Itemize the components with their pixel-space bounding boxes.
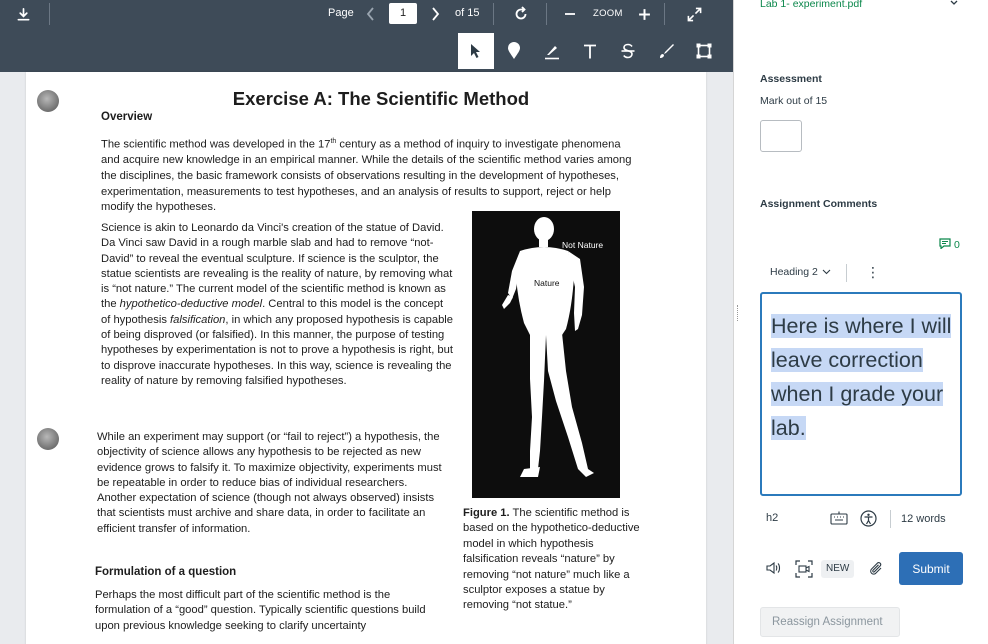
element-path[interactable]: h2 <box>766 512 779 524</box>
media-capture-icon[interactable] <box>795 560 813 583</box>
zoom-in-icon[interactable] <box>636 5 652 23</box>
comment-count-value: 0 <box>954 239 960 251</box>
page-number-input[interactable]: 1 <box>389 3 417 24</box>
strikeout-icon[interactable] <box>618 41 638 61</box>
figure-label-nature: Nature <box>534 278 560 288</box>
statusbar-divider <box>890 510 891 528</box>
grading-panel <box>741 0 988 644</box>
body-paragraph: While an experiment may support (or “fail to reject”) a hypothesis, the objectivity of science allows any hypothesis to be rejected as new evidence grows to falsify it. To maximize objectivity, experiments must be repeatable in order to reduce bias of individual researchers. Another expectation of science (though not always observed) insists that scientists must archive and share data, in order to facilitate an efficient transfer of information. <box>97 431 442 535</box>
editor-statusbar <box>760 508 962 530</box>
fullscreen-icon[interactable] <box>684 4 704 24</box>
comment-count[interactable] <box>939 238 960 252</box>
toolbar-divider <box>846 264 847 282</box>
intro-paragraph: The scientific method was developed in the 17th century as a method of inquiry to investigate phenomena and acquire new knowledge in an empirical manner. While the details of the scientific method varies among the disciplines, the basic framework consists of observations resulting in the development of hypotheses, experimentation, measurements to test hypotheses, and an analysis of results to support, reject or help modify the hypotheses. <box>101 138 632 214</box>
toolbar-divider <box>493 3 494 25</box>
punch-hole-image <box>37 428 59 450</box>
figure-caption: Figure 1. The scientific method is based on the hypothetico-deductive model in which hypothesis falsification reveals “nature” by removing “not nature” much like a sculptor exposes a statue by removing “not statue.” <box>463 507 640 612</box>
section-heading: Formulation of a question <box>95 566 237 578</box>
comment-text[interactable]: Here is where I will leave correction when I grade your lab. <box>771 314 952 440</box>
more-options-icon[interactable]: ⋮ <box>866 264 880 280</box>
heading-select[interactable] <box>770 266 831 278</box>
editor-toolbar <box>760 262 962 284</box>
annotation-toolbar <box>0 32 733 70</box>
overview-heading: Overview <box>101 111 153 123</box>
submit-button[interactable]: Submit <box>899 552 963 585</box>
reassign-assignment-button[interactable]: Reassign Assignment <box>760 607 900 637</box>
area-icon[interactable] <box>694 41 714 61</box>
rotate-icon[interactable] <box>511 4 531 24</box>
chevron-down-icon <box>822 266 831 278</box>
heading-select-value: Heading 2 <box>770 266 818 278</box>
figure-label-not-nature: Not Nature <box>562 240 604 250</box>
chevron-left-icon[interactable] <box>363 5 377 23</box>
toolbar-divider <box>664 3 665 25</box>
panel-resize-handle[interactable] <box>733 0 741 644</box>
resize-grip-icon[interactable] <box>737 305 739 321</box>
body-paragraph: Science is akin to Leonardo da Vinci's creation of the statue of David. Da Vinci saw David in a rough marble slab and had to remove “not-David” to reveal the eventual sculpture. If science is the sculptor, the statue scientists are revealing is the reality of nature, by removing what is “not nature.” The current model of the scientific method is known as the hypothetico-deductive model. Central to this model is the concept of hypothesis falsification, in which any proposed hypothesis is capable of being disproved (or falsified). In this manner, the purpose of testing hypotheses by experimentation is not to prove a hypothesis is right, but to disprove inaccurate hypotheses. In this way, science is revealing the reality of nature by removing falsified hypotheses. <box>101 222 454 387</box>
freedraw-icon[interactable] <box>656 41 676 61</box>
download-arrow-icon[interactable] <box>949 0 959 13</box>
comment-bubble-icon <box>939 238 951 252</box>
new-badge: NEW <box>821 560 854 578</box>
body-paragraph: Perhaps the most difficult part of the scientific method is the formulation of a “good” question. Typically scientific questions build upon previous knowledge seeking to clarify uncertainty <box>95 589 426 632</box>
mark-out-of-label: Mark out of 15 <box>760 95 828 107</box>
text-icon[interactable] <box>580 41 600 61</box>
viewer-toolbar <box>0 0 733 72</box>
comments-heading: Assignment Comments <box>760 198 878 210</box>
accessibility-checker-icon[interactable] <box>860 510 877 530</box>
download-icon[interactable] <box>14 5 32 23</box>
navigation-bar <box>0 0 733 30</box>
zoom-out-icon[interactable] <box>562 5 578 23</box>
grade-input[interactable] <box>760 120 802 152</box>
toolbar-divider <box>49 3 50 25</box>
word-count[interactable]: 12 words <box>901 513 946 525</box>
attachment-icon[interactable] <box>869 561 883 581</box>
document-title: Exercise A: The Scientific Method <box>232 88 530 109</box>
comment-editor[interactable] <box>760 292 962 496</box>
statue-silhouette <box>472 211 620 498</box>
zoom-label: ZOOM <box>593 8 623 19</box>
highlight-icon[interactable] <box>542 41 562 61</box>
page-total: of 15 <box>455 7 480 19</box>
page-label: Page <box>328 7 354 19</box>
toolbar-divider <box>546 3 547 25</box>
comment-actions <box>760 552 970 586</box>
david-statue-figure <box>472 211 620 498</box>
keyboard-shortcuts-icon[interactable] <box>830 511 848 528</box>
speaker-icon[interactable] <box>766 561 781 580</box>
assessment-heading: Assessment <box>760 73 822 85</box>
submission-file-link[interactable]: Lab 1- experiment.pdf <box>760 0 863 10</box>
point-annotation-icon[interactable] <box>504 41 524 61</box>
pointer-icon[interactable] <box>466 41 486 61</box>
pdf-page[interactable] <box>26 72 706 644</box>
chevron-right-icon[interactable] <box>428 5 442 23</box>
